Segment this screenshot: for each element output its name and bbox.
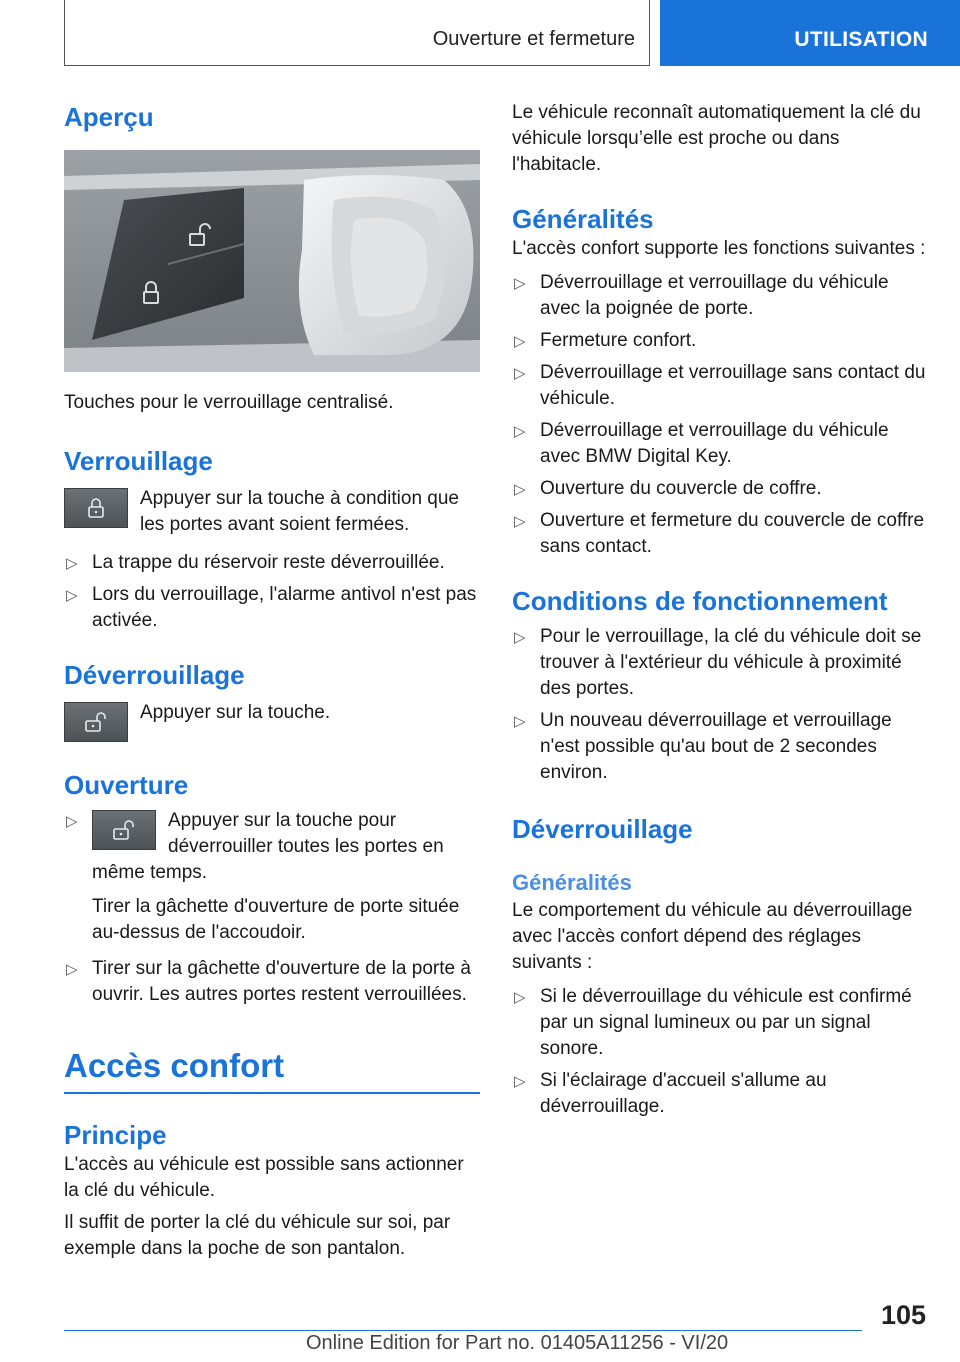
unlock-instruction [64, 700, 480, 742]
edition-footer: Online Edition for Part no. 01405A11256 - VI/20 [306, 1332, 729, 1354]
page-header [64, 0, 960, 66]
generalites-text: L'accès confort supporte les fonctions suivantes : [512, 238, 926, 259]
left-column [64, 100, 480, 1262]
photo-caption: Touches pour le verrouillage centralisé. [64, 392, 394, 413]
section-title: Ouverture et fermeture [432, 28, 635, 50]
generalites-bullets [512, 270, 928, 560]
lock-button-icon [64, 488, 128, 528]
triangle-bullet-icon: ▷ [514, 423, 526, 440]
list-item: ▷ Déverrouillage et verrouillage du véhicule avec la poignée de porte. [514, 272, 889, 319]
lock-bullets [64, 550, 480, 634]
chapter-tab[interactable] [660, 0, 960, 66]
list-item: ▷ Si l'éclairage d'accueil s'allume au déverrouillage. [514, 1070, 827, 1117]
list-item: ▷ La trappe du réservoir reste déverrouillée. [64, 550, 480, 576]
heading-ouverture: Ouverture [64, 770, 189, 800]
subheading-generalites: Généralités [512, 870, 632, 895]
heading-acces-confort: Accès confort [64, 1047, 285, 1084]
triangle-bullet-icon: ▷ [514, 481, 526, 498]
intro-paragraph: Le véhicule reconnaît automatiquement la clé du véhicule lorsqu’elle est proche ou dans l'habitacle. [512, 102, 921, 175]
generalites2-bullets [512, 984, 928, 1120]
list-item: ▷ Tirer sur la gâchette d'ouverture de la porte à ouvrir. Les autres portes restent verrouillées. [66, 958, 471, 1005]
page-number: 105 [880, 1300, 926, 1330]
section-title-box [64, 0, 650, 66]
unlock-instruction-text: Appuyer sur la touche. [140, 702, 331, 723]
triangle-bullet-icon: ▷ [66, 961, 78, 978]
triangle-bullet-icon: ▷ [66, 813, 78, 830]
triangle-bullet-icon: ▷ [514, 989, 526, 1006]
heading-principe: Principe [64, 1119, 167, 1150]
principe-paragraph-2: Il suffit de porter la clé du véhicule sur soi, par exemple dans la poche de son pantalon. [64, 1211, 451, 1259]
triangle-bullet-icon: ▷ [66, 555, 78, 572]
list-item: ▷ Appuyer sur la touche pour déverrouiller toutes les portes en même temps. Tirer la gâchette d'ouverture de porte située au-dessus de l'accoudoir. [64, 808, 480, 946]
principe-paragraph-1: L'accès au véhicule est possible sans actionner la clé du véhicule. [64, 1153, 464, 1201]
lock-instruction [64, 486, 480, 538]
unlock-button-icon [92, 810, 156, 850]
heading-apercu: Aperçu [64, 102, 154, 132]
triangle-bullet-icon: ▷ [514, 1073, 526, 1090]
unlock-button-icon [64, 702, 128, 742]
opening-bullets [64, 808, 480, 1008]
opening-sub-text: Tirer la gâchette d'ouverture de porte située au-dessus de l'accoudoir. [92, 896, 460, 943]
right-column [512, 100, 928, 1120]
heading-generalites: Généralités [512, 204, 654, 234]
list-item: ▷ Un nouveau déverrouillage et verrouillage n'est possible qu'au bout de 2 secondes environ. [514, 710, 892, 783]
list-item: ▷ Ouverture du couvercle de coffre. [512, 476, 928, 502]
list-item: ▷ Fermeture confort. [512, 328, 928, 354]
footer-divider [64, 1330, 862, 1331]
door-panel-illustration [64, 150, 480, 372]
triangle-bullet-icon: ▷ [514, 713, 526, 730]
list-item: ▷ Pour le verrouillage, la clé du véhicule doit se trouver à l'extérieur du véhicule à proximité des portes. [514, 626, 922, 699]
list-item: ▷ Déverrouillage et verrouillage sans contact du véhicule. [514, 362, 926, 409]
triangle-bullet-icon: ▷ [514, 365, 526, 382]
lock-instruction-text: Appuyer sur la touche à condition que les portes avant soient fermées. [140, 488, 459, 535]
triangle-bullet-icon: ▷ [66, 587, 78, 604]
list-item: ▷ Ouverture et fermeture du couvercle de coffre sans contact. [514, 510, 925, 557]
triangle-bullet-icon: ▷ [514, 513, 526, 530]
list-item: ▷ Si le déverrouillage du véhicule est confirmé par un signal lumineux ou par un signal sonore. [514, 986, 912, 1059]
heading-deverrouillage: Déverrouillage [64, 660, 245, 690]
heading-verrouillage: Verrouillage [64, 446, 213, 476]
generalites2-text: Le comportement du véhicule au déverrouillage avec l'accès confort dépend des réglages suivants : [512, 900, 913, 973]
section-divider [64, 1092, 480, 1094]
triangle-bullet-icon: ▷ [514, 629, 526, 646]
chapter-tab-label: UTILISATION [794, 28, 928, 51]
heading-conditions: Conditions de fonctionnement [512, 586, 888, 616]
list-item: ▷ Déverrouillage et verrouillage du véhicule avec BMW Digital Key. [514, 420, 889, 467]
list-item: ▷ Lors du verrouillage, l'alarme antivol n'est pas activée. [66, 584, 477, 631]
conditions-bullets [512, 624, 928, 786]
triangle-bullet-icon: ▷ [514, 275, 526, 292]
triangle-bullet-icon: ▷ [514, 333, 526, 350]
heading-deverrouillage-confort: Déverrouillage [512, 814, 693, 844]
door-lock-buttons-photo [64, 150, 480, 372]
